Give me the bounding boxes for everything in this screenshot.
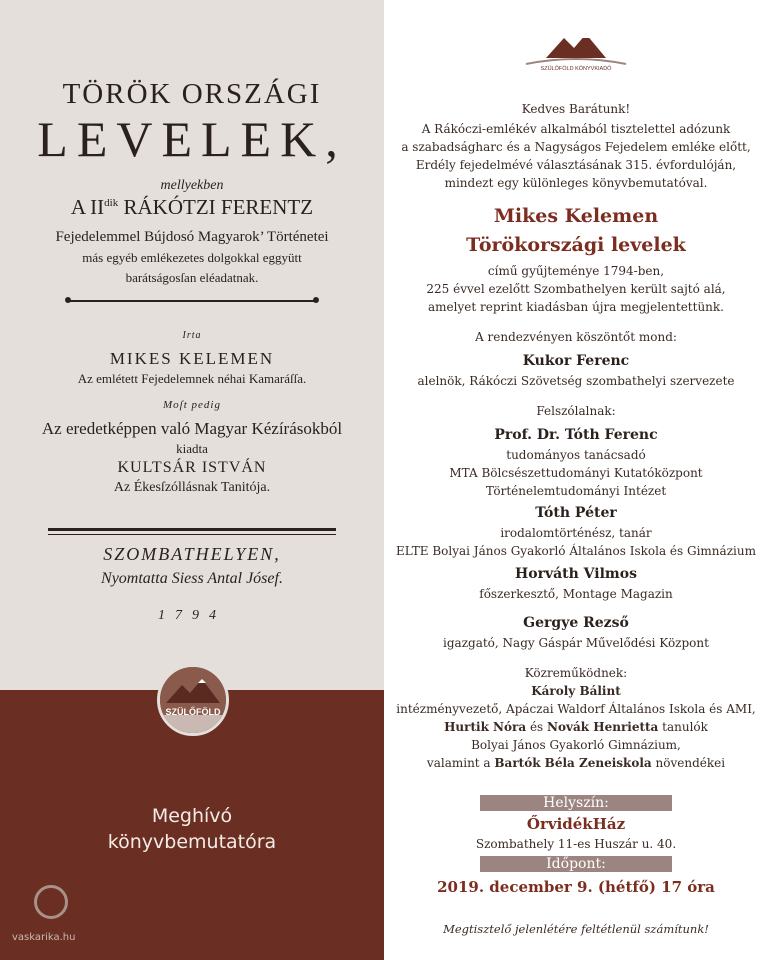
watermark-text: vaskarika.hu	[12, 932, 76, 943]
speaker-1-role-3: Történelemtudományi Intézet	[485, 484, 667, 498]
ornamental-rule	[70, 300, 314, 302]
tp-line-16: SZOMBATHELYEN,	[103, 544, 281, 564]
invitation-line-1: Meghívó	[151, 805, 233, 827]
book-desc-2: 225 évvel ezelőtt Szombathelyen került sajtó alá,	[426, 282, 726, 296]
tp-line-4	[0, 195, 384, 220]
tp-line-1: TÖRÖK ORSZÁGI	[62, 78, 322, 110]
speaker-3-role-1: főszerkesztő, Montage Magazin	[479, 587, 673, 601]
tp-line-5: Fejedelemmel Bújdosó Magyarok’ Történetei	[55, 229, 329, 245]
tp-line-13: kiadta	[176, 441, 208, 456]
watermark-icon	[34, 885, 68, 919]
students-and: és	[526, 720, 548, 734]
speakers-label: Felszólalnak:	[536, 404, 616, 418]
welcome-label: A rendezvényen köszöntőt mond:	[475, 330, 677, 344]
intro-line-4: mindezt egy különleges könyvbemutatóval.	[444, 176, 708, 190]
speaker-name-2: Tóth Péter	[535, 505, 617, 521]
tp-line-17: Nyomtatta Siess Antal Jósef.	[101, 570, 283, 587]
tp-line-10: Az emlétett Fejedelemnek néhai Kamaráſſa.	[77, 371, 307, 386]
ensemble-line	[384, 754, 768, 772]
ensemble-suffix: növendékei	[651, 756, 726, 770]
book-desc-1: című gyűjteménye 1794-ben,	[487, 264, 665, 278]
speaker-name-3: Horváth Vilmos	[515, 566, 637, 582]
double-rule-thick	[48, 528, 336, 531]
tp-line-18: 1794	[158, 608, 226, 623]
greeting: Kedves Barátunk!	[521, 102, 631, 116]
intro-line-3: Erdély fejedelmévé választásának 315. évfordulóján,	[415, 158, 737, 172]
tp-line-9: MIKES KELEMEN	[109, 349, 275, 368]
book-desc-3: amelyet reprint kiadásban újra megjelentettünk.	[427, 300, 724, 314]
invitation-title	[0, 803, 384, 855]
speaker-name-1: Prof. Dr. Tóth Ferenc	[494, 427, 658, 443]
ensemble-prefix: valamint a	[426, 756, 495, 770]
tp-line-4-pre: A II	[70, 195, 105, 219]
location-label: Helyszín:	[543, 795, 609, 811]
szulofold-round-logo	[157, 664, 229, 736]
book-title-page-panel	[0, 0, 384, 690]
venue-address: Szombathely 11-es Huszár u. 40.	[475, 837, 677, 851]
time-label: Időpont:	[546, 856, 606, 872]
event-date: 2019. december 9. (hétfő) 17 óra	[437, 878, 715, 896]
venue-name: ŐrvidékHáz	[526, 815, 626, 833]
student-name-1: Hurtik Nóra	[444, 720, 527, 734]
contributors-label: Közreműködnek:	[524, 666, 628, 680]
tp-line-6: más egyéb emlékezetes dolgokkal eggyütt	[82, 250, 302, 265]
contributor-name: Károly Bálint	[531, 684, 621, 698]
double-rule-thin	[48, 534, 336, 535]
tp-line-14: KULTSÁR ISTVÁN	[117, 459, 267, 476]
tp-line-2: LEVELEK,	[37, 111, 347, 167]
speaker-2-role-1: irodalomtörténész, tanár	[500, 526, 652, 540]
speaker-1-role-2: MTA Bölcsészettudományi Kutatóközpont	[449, 466, 703, 480]
intro-line-2: a szabadságharc és a Nagyságos Fejedelem emléke előtt,	[401, 140, 751, 154]
book-title-2: Törökországi levelek	[466, 234, 686, 256]
tp-line-11: Moſt pedig	[163, 399, 221, 411]
ensemble-name: Bartók Béla Zeneiskola	[494, 756, 652, 770]
tp-line-4-post: RÁKÓTZI FERENTZ	[118, 195, 314, 219]
students-line	[384, 718, 768, 736]
intro-line-1: A Rákóczi-emlékév alkalmából tisztelettel adózunk	[421, 122, 731, 136]
students-suffix: tanulók	[658, 720, 708, 734]
student-name-2: Novák Henrietta	[547, 720, 659, 734]
welcome-name: Kukor Ferenc	[522, 353, 630, 369]
speaker-1-role-1: tudományos tanácsadó	[506, 448, 646, 462]
tp-line-15: Az Ékesſzóllásnak Tanitója.	[113, 480, 271, 495]
students-school: Bolyai János Gyakorló Gimnázium,	[471, 738, 681, 752]
speaker-2-role-2: ELTE Bolyai János Gyakorló Általános Iskola és Gimnázium	[396, 544, 756, 558]
speaker-4-role-1: igazgató, Nagy Gáspár Művelődési Központ	[443, 636, 709, 650]
book-title-1: Mikes Kelemen	[493, 205, 659, 227]
tp-line-8: Irta	[182, 330, 202, 341]
contributor-role: intézményvezető, Apáczai Waldorf Általános Iskola és AMI,	[396, 702, 756, 716]
right-panel	[384, 0, 768, 960]
welcome-role: alelnök, Rákóczi Szövetség szombathelyi szervezete	[417, 374, 735, 388]
logo-text: SZÜLŐFÖLD	[165, 707, 221, 717]
publisher-logo-icon	[516, 28, 636, 72]
closing-line: Megtisztelő jelenlétére feltétlenül számítunk!	[443, 922, 709, 936]
speaker-name-4: Gergye Rezső	[523, 615, 629, 631]
tp-line-12: Az eredetképpen való Magyar Kézírásokból	[41, 419, 343, 438]
tp-line-4-sup: dik	[104, 197, 119, 209]
publisher-logo-text: SZÜLŐFÖLD KÖNYVKIADÓ	[540, 66, 612, 72]
tp-line-7: barátságosſan eléadatnak.	[125, 270, 259, 285]
mountain-icon	[160, 667, 226, 733]
invitation-line-2: könyvbemutatóra	[107, 831, 277, 853]
tp-line-3: mellyekben	[160, 178, 224, 193]
